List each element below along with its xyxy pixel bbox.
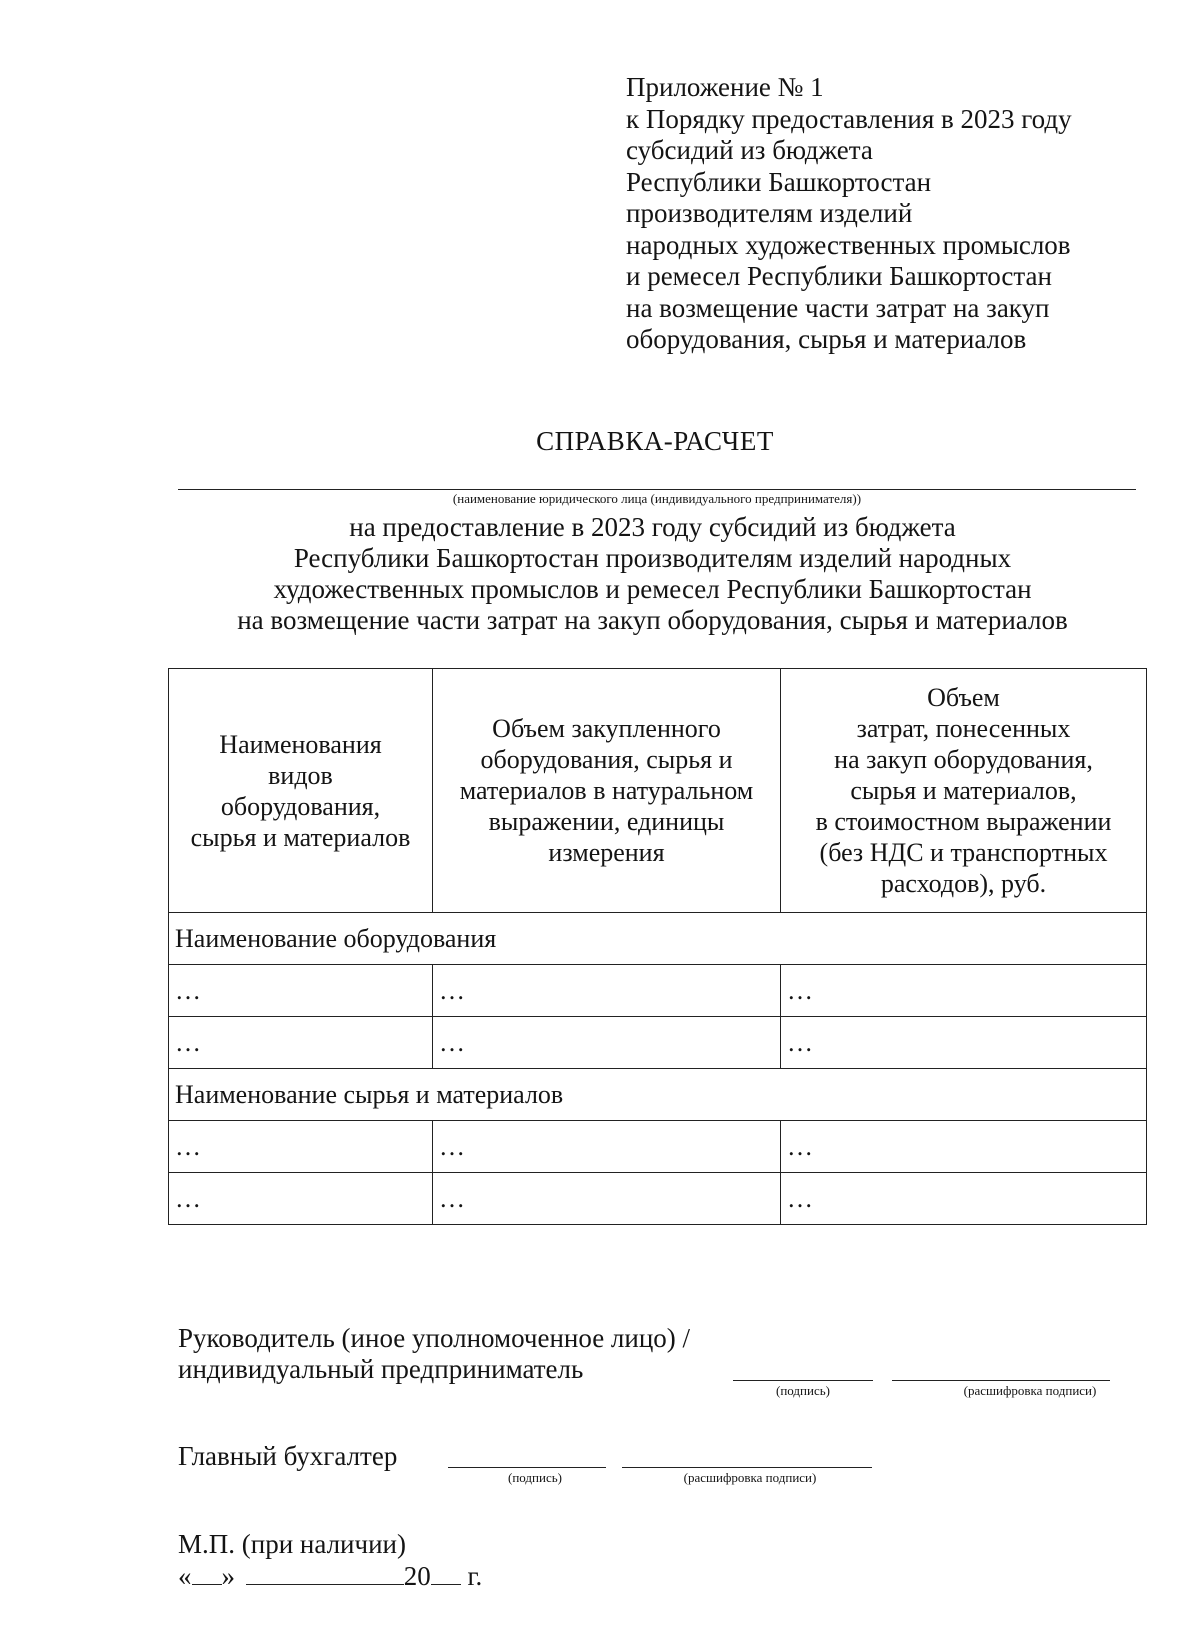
header-line: выражении, единицы bbox=[488, 807, 725, 836]
header-cost-volume bbox=[781, 669, 1147, 913]
head-label-line2: индивидуальный предприниматель bbox=[178, 1354, 584, 1384]
head-signature-caption: (подпись) bbox=[776, 1383, 830, 1398]
table-cell: … bbox=[781, 965, 1147, 1017]
table-cell: … bbox=[433, 965, 781, 1017]
date-year-prefix: 20 bbox=[403, 1561, 431, 1591]
purpose-line: на предоставление в 2023 году субсидий из бюджета bbox=[349, 512, 956, 542]
table-cell: … bbox=[169, 1017, 433, 1069]
appendix-line: и ремесел Республики Башкортостан bbox=[626, 261, 1052, 291]
date-line bbox=[178, 1561, 482, 1592]
seal-label: М.П. (при наличии) bbox=[178, 1529, 406, 1559]
head-decoding-caption: (расшифровка подписи) bbox=[963, 1383, 1097, 1398]
appendix-line: Республики Башкортостан bbox=[626, 166, 932, 197]
header-line: Объем bbox=[927, 683, 1000, 712]
header-line: расходов), руб. bbox=[880, 869, 1047, 898]
header-line: на закуп оборудования, bbox=[834, 745, 1093, 774]
date-close-quote: » bbox=[221, 1561, 235, 1591]
date-month-blank bbox=[246, 1562, 404, 1585]
appendix-line: народных художественных промыслов bbox=[626, 229, 1071, 260]
table-section-row bbox=[169, 913, 1147, 965]
table-cell: … bbox=[781, 1121, 1147, 1173]
appendix-line: на возмещение части затрат на закуп bbox=[626, 292, 1050, 323]
header-line: оборудования, сырья и bbox=[480, 745, 733, 774]
document-title: СПРАВКА-РАСЧЕТ bbox=[536, 426, 774, 456]
purpose-line: художественных промыслов и ремесел Республики Башкортостан bbox=[273, 574, 1032, 604]
appendix-line: Приложение № 1 bbox=[626, 72, 824, 102]
header-line: затрат, понесенных bbox=[856, 714, 1071, 743]
date-open-quote: « bbox=[178, 1561, 192, 1591]
table-cell: … bbox=[433, 1173, 781, 1225]
table-cell: … bbox=[169, 1121, 433, 1173]
table-row bbox=[169, 1121, 1147, 1173]
accountant-decoding-line bbox=[622, 1467, 872, 1468]
header-line: в стоимостном выражении bbox=[815, 807, 1112, 836]
header-line: оборудования, bbox=[220, 791, 381, 821]
purpose-text bbox=[160, 512, 1145, 636]
table-body bbox=[169, 913, 1147, 1225]
date-year-blank bbox=[431, 1562, 461, 1585]
table-cell: … bbox=[781, 1173, 1147, 1225]
appendix-line: оборудования, сырья и материалов bbox=[626, 324, 1027, 354]
table-cell: … bbox=[169, 1173, 433, 1225]
head-signature-line bbox=[733, 1380, 873, 1381]
table-cell: … bbox=[433, 1121, 781, 1173]
appendix-line: производителям изделий bbox=[626, 198, 913, 228]
purpose-line: на возмещение части затрат на закуп оборудования, сырья и материалов bbox=[237, 605, 1068, 635]
head-label-line1: Руководитель (иное уполномоченное лицо) / bbox=[178, 1323, 691, 1353]
table-row bbox=[169, 965, 1147, 1017]
header-item-types bbox=[169, 669, 433, 913]
appendix-note bbox=[626, 72, 1186, 356]
header-line: измерения bbox=[548, 838, 665, 867]
entity-name-line bbox=[178, 489, 1136, 490]
appendix-line: к Порядку предоставления в 2023 году bbox=[626, 103, 1072, 134]
accountant-decoding-caption: (расшифровка подписи) bbox=[683, 1470, 817, 1485]
header-natural-volume bbox=[433, 669, 781, 913]
table-cell: … bbox=[169, 965, 433, 1017]
appendix-line: субсидий из бюджета bbox=[626, 135, 873, 165]
accountant-signature-line bbox=[448, 1467, 606, 1468]
purpose-line: Республики Башкортостан производителям изделий народных bbox=[293, 543, 1012, 573]
entity-name-caption: (наименование юридического лица (индивидуального предпринимателя)) bbox=[452, 491, 862, 506]
table-row bbox=[169, 1173, 1147, 1225]
date-suffix: г. bbox=[467, 1561, 483, 1591]
table-row bbox=[169, 1017, 1147, 1069]
header-line: Объем закупленного bbox=[492, 714, 721, 743]
header-line: видов bbox=[268, 760, 333, 790]
header-line: материалов в натуральном bbox=[459, 776, 754, 805]
header-line: Наименования bbox=[219, 729, 382, 759]
accountant-signature-caption: (подпись) bbox=[508, 1470, 562, 1485]
head-decoding-line bbox=[892, 1380, 1110, 1381]
header-line: сырья и материалов bbox=[190, 822, 411, 852]
calculation-table bbox=[168, 668, 1147, 1225]
header-line: сырья и материалов, bbox=[850, 776, 1077, 805]
section-title: Наименование оборудования bbox=[169, 913, 1147, 965]
table-section-row bbox=[169, 1069, 1147, 1121]
table-cell: … bbox=[781, 1017, 1147, 1069]
table-cell: … bbox=[433, 1017, 781, 1069]
section-title: Наименование сырья и материалов bbox=[169, 1069, 1147, 1121]
date-day-blank bbox=[192, 1562, 222, 1585]
header-line: (без НДС и транспортных bbox=[819, 838, 1108, 867]
accountant-label: Главный бухгалтер bbox=[178, 1441, 398, 1471]
table-header-row bbox=[169, 669, 1147, 913]
